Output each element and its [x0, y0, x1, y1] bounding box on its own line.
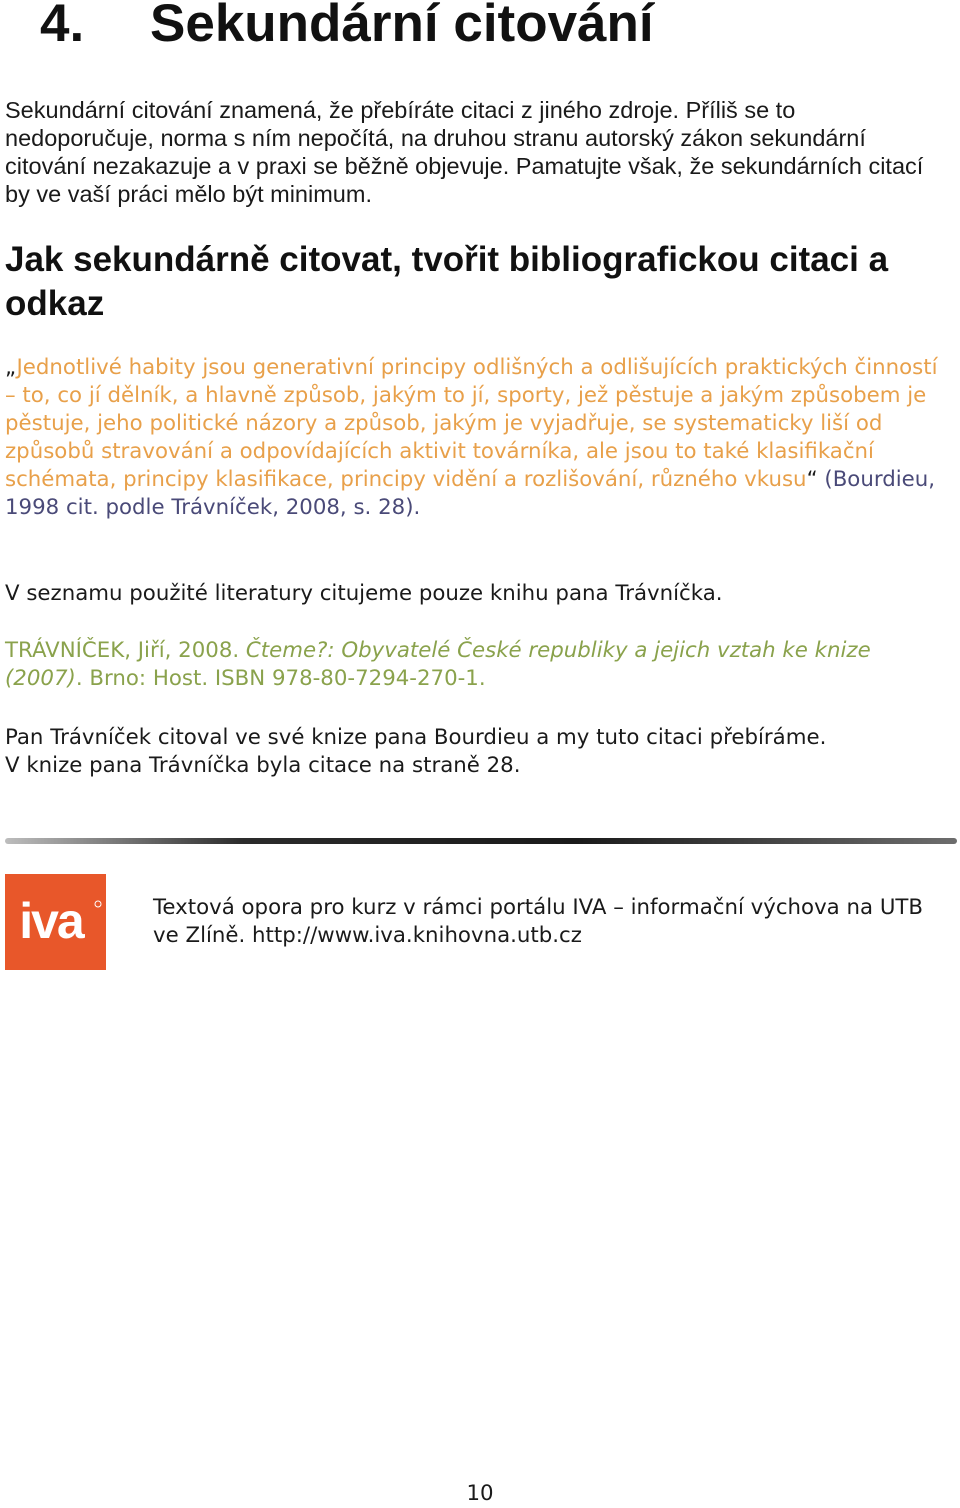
quote-source: (Bourdieu, 1998 cit. podle Trávníček, 2008, s. 28). [5, 467, 936, 520]
intro-paragraph: Sekundární citování znamená, že přebíráte citaci z jiného zdroje. Příliš se to nedoporučuje, norma s ním nepočítá, na druhou stranu autorský zákon sekundární citování nezakazuje a v praxi se běžně objevuje. Pamatujte však, že sekundárních citací by ve vaší práci mělo být minimum. [5, 97, 924, 207]
quote-close-mark: “ [806, 467, 818, 492]
bibliographic-citation [5, 637, 953, 693]
explanation-paragraph [5, 724, 953, 780]
citation-title: Čteme?: Obyvatelé České republiky a jejich vztah ke knize (2007) [5, 638, 871, 691]
chapter-title-text: Sekundární citování [150, 0, 654, 53]
citation-publisher: . Brno: Host. ISBN 978-80-7294-270-1. [75, 666, 486, 691]
citation-author: TRÁVNÍČEK, Jiří, 2008. [5, 638, 246, 663]
registered-mark-icon [95, 901, 101, 907]
explanation-line-2: V knize pana Trávníčka byla citace na straně 28. [5, 753, 521, 778]
quote-open-mark: „ [5, 355, 17, 380]
iva-logo-text: iva [19, 893, 83, 949]
page-number: 10 [466, 1481, 494, 1506]
quote-paragraph [5, 354, 953, 522]
section-title: Jak sekundárně citovat, tvořit bibliografickou citaci a odkaz [5, 240, 889, 323]
explanation-line-1: Pan Trávníček citoval ve své knize pana Bourdieu a my tuto citaci přebíráme. [5, 725, 827, 750]
literature-note: V seznamu použité literatury citujeme pouze knihu pana Trávníčka. [5, 581, 723, 606]
chapter-title [40, 0, 654, 60]
iva-logo-graphic [5, 874, 106, 970]
iva-logo [5, 874, 106, 970]
footer-divider [5, 838, 957, 844]
chapter-number: 4. [40, 0, 85, 53]
footer-text: Textová opora pro kurz v rámci portálu IVA – informační výchova na UTB ve Zlíně. http://www.iva.knihovna.utb.cz [153, 895, 924, 948]
quote-text: Jednotlivé habity jsou generativní principy odlišných a odlišujících praktických činností – to, co jí dělník, a hlavně způsob, jakým to jí, sporty, jež pěstuje a jakým způsobem je pěstuje, jeho politické názory a způsob, jakým je vyjadřuje, se systematicky liší od způsobů stravování a odpovídajících aktivit továrníka, ale jsou to také klasifikační schémata, principy klasifikace, principy vidění a rozlišování, různého vkusu [5, 355, 938, 492]
